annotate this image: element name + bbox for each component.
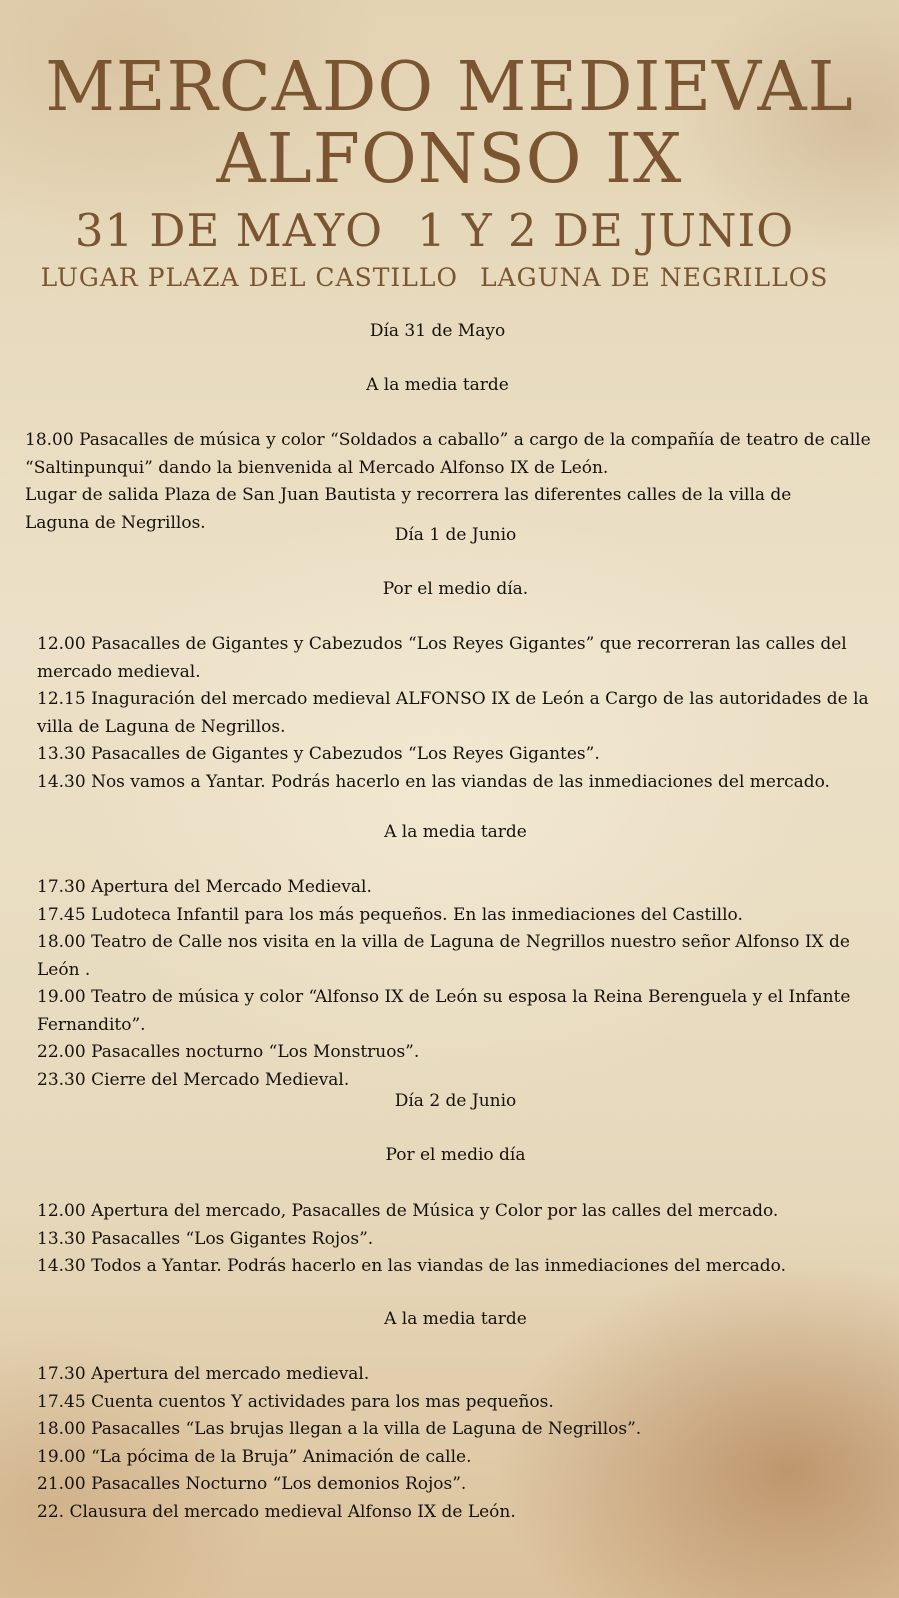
schedule-line: 18.00 Pasacalles “Las brujas llegan a la villa de Laguna de Negrillos”. xyxy=(37,1419,642,1439)
day1-noon-schedule xyxy=(37,631,869,796)
schedule-line: 19.00 Teatro de música y color “Alfonso IX de León su esposa la Reina Berenguela y el Infante xyxy=(37,987,851,1007)
schedule-line: 14.30 Nos vamos a Yantar. Podrás hacerlo en las viandas de las inmediaciones del mercado. xyxy=(37,771,830,792)
schedule-line: 12.00 Apertura del mercado, Pasacalles de Música y Color por las calles del mercado. xyxy=(37,1201,779,1221)
schedule-line: mercado medieval. xyxy=(37,661,201,682)
schedule-line: 13.30 Pasacalles de Gigantes y Cabezudos “Los Reyes Gigantes”. xyxy=(37,744,600,764)
schedule-line: Fernandito”. xyxy=(37,1014,146,1035)
day31-subheading: A la media tarde xyxy=(366,375,509,395)
day2-afternoon-subheading: A la media tarde xyxy=(384,1309,527,1329)
day31-schedule xyxy=(25,427,871,537)
schedule-line: 21.00 Pasacalles Nocturno “Los demonios Rojos”. xyxy=(37,1474,467,1494)
schedule-line: 17.30 Apertura del Mercado Medieval. xyxy=(37,877,372,897)
day1-heading: Día 1 de Junio xyxy=(394,525,517,545)
day1-afternoon-subheading: A la media tarde xyxy=(384,822,527,842)
dates-june: 1 Y 2 DE JUNIO xyxy=(417,204,795,257)
schedule-line: 18.00 Teatro de Calle nos visita en la villa de Laguna de Negrillos nuestro señor Alfonso IX de xyxy=(37,932,850,952)
event-location xyxy=(0,262,884,294)
schedule-line: Laguna de Negrillos. xyxy=(25,512,206,533)
day1-noon-subheading: Por el medio día. xyxy=(382,579,529,599)
day31-heading: Día 31 de Mayo xyxy=(369,321,506,341)
day2-heading: Día 2 de Junio xyxy=(394,1091,517,1111)
schedule-line: 17.45 Ludoteca Infantil para los más pequeños. En las inmediaciones del Castillo. xyxy=(37,904,743,925)
schedule-line: 23.30 Cierre del Mercado Medieval. xyxy=(37,1069,350,1090)
poster-title-line1: MERCADO MEDIEVAL xyxy=(45,48,854,127)
day2-noon-subheading: Por el medio día xyxy=(385,1145,526,1165)
day1-afternoon-schedule xyxy=(37,874,850,1094)
schedule-line: 12.00 Pasacalles de Gigantes y Cabezudos “Los Reyes Gigantes” que recorreran las calles del xyxy=(37,634,847,654)
poster-title-line2: ALFONSO IX xyxy=(216,120,683,199)
schedule-line: villa de Laguna de Negrillos. xyxy=(37,716,286,737)
schedule-line: 13.30 Pasacalles “Los Gigantes Rojos”. xyxy=(37,1228,374,1249)
schedule-line: 22.00 Pasacalles nocturno “Los Monstruos”. xyxy=(37,1042,420,1062)
dates-may: 31 DE MAYO xyxy=(74,204,384,257)
schedule-line: 12.15 Inaguración del mercado medieval ALFONSO IX de León a Cargo de las autoridades de la xyxy=(37,689,869,709)
schedule-line: 22. Clausura del mercado medieval Alfonso IX de León. xyxy=(37,1501,516,1522)
event-dates xyxy=(0,203,884,259)
schedule-line: Lugar de salida Plaza de San Juan Bautista y recorrera las diferentes calles de la villa de xyxy=(25,485,792,505)
schedule-line: 18.00 Pasacalles de música y color “Soldados a caballo” a cargo de la compañía de teatro de calle xyxy=(25,430,871,450)
location-venue: LUGAR PLAZA DEL CASTILLO xyxy=(40,263,458,292)
schedule-line: 19.00 “La pócima de la Bruja” Animación de calle. xyxy=(37,1446,472,1467)
schedule-line: 17.30 Apertura del mercado medieval. xyxy=(37,1364,370,1384)
schedule-line: 17.45 Cuenta cuentos Y actividades para los mas pequeños. xyxy=(37,1391,554,1412)
schedule-line: 14.30 Todos a Yantar. Podrás hacerlo en las viandas de las inmediaciones del mercado. xyxy=(37,1256,787,1276)
schedule-line: “Saltinpunqui” dando la bienvenida al Mercado Alfonso IX de León. xyxy=(25,457,609,478)
schedule-line: León . xyxy=(37,959,91,980)
day2-afternoon-schedule xyxy=(37,1361,641,1526)
day2-noon-schedule xyxy=(37,1198,786,1281)
location-town: LAGUNA DE NEGRILLOS xyxy=(479,263,829,292)
